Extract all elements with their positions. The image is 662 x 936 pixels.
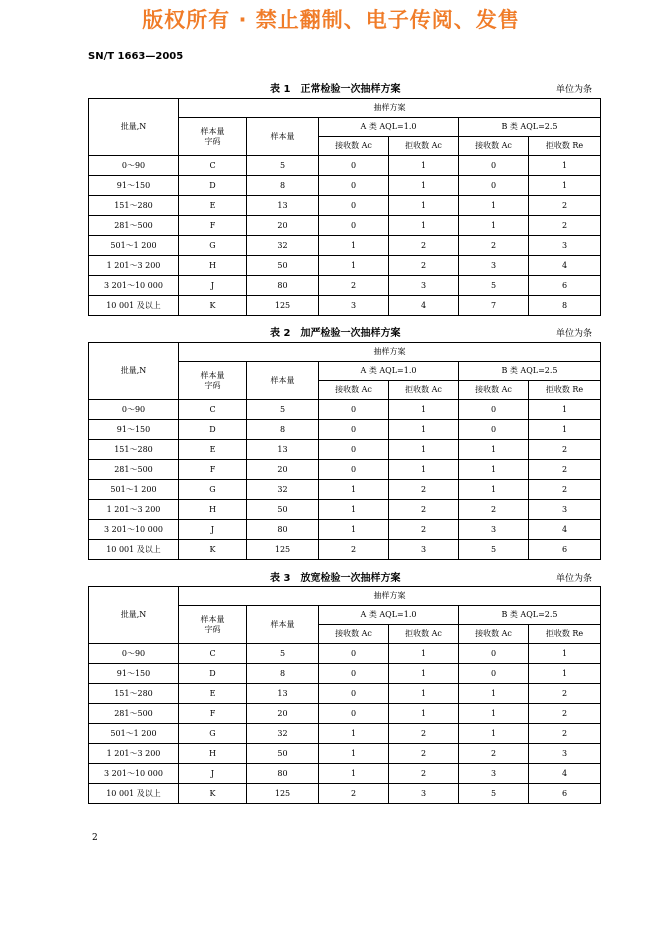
batch-cell: 1 201～3 200 (89, 500, 179, 520)
header-code: 样本量 字码 (179, 118, 247, 156)
a-accept-cell: 1 (319, 520, 389, 540)
table-row (89, 400, 601, 420)
header-sample-size: 样本量 (247, 606, 319, 644)
header-b-reject: 拒收数 Re (529, 625, 601, 644)
table-row (89, 744, 601, 764)
header-row (89, 587, 601, 606)
batch-cell: 10 001 及以上 (89, 540, 179, 560)
a-accept-cell: 0 (319, 400, 389, 420)
a-accept-cell: 2 (319, 784, 389, 804)
batch-cell: 281～500 (89, 216, 179, 236)
table-row (89, 480, 601, 500)
b-reject-cell: 1 (529, 664, 601, 684)
a-reject-cell: 4 (389, 296, 459, 316)
a-accept-cell: 0 (319, 460, 389, 480)
code-cell: E (179, 684, 247, 704)
batch-cell: 1 201～3 200 (89, 744, 179, 764)
b-accept-cell: 5 (459, 540, 529, 560)
header-code: 样本量 字码 (179, 362, 247, 400)
batch-cell: 501～1 200 (89, 724, 179, 744)
table-row (89, 196, 601, 216)
code-cell: H (179, 256, 247, 276)
table-row (89, 460, 601, 480)
a-accept-cell: 0 (319, 644, 389, 664)
table-2-unit: 单位为条 (555, 329, 592, 339)
table-1 (88, 98, 601, 316)
a-accept-cell: 1 (319, 744, 389, 764)
code-cell: E (179, 196, 247, 216)
sample-cell: 13 (247, 440, 319, 460)
code-cell: D (179, 664, 247, 684)
batch-cell: 0～90 (89, 400, 179, 420)
b-accept-cell: 1 (459, 440, 529, 460)
table-row (89, 764, 601, 784)
b-reject-cell: 2 (529, 480, 601, 500)
a-reject-cell: 1 (389, 216, 459, 236)
b-reject-cell: 2 (529, 216, 601, 236)
a-reject-cell: 3 (389, 784, 459, 804)
header-class-a: A 类 AQL=1.0 (319, 362, 459, 381)
a-reject-cell: 1 (389, 684, 459, 704)
b-reject-cell: 2 (529, 460, 601, 480)
b-accept-cell: 1 (459, 460, 529, 480)
b-reject-cell: 1 (529, 420, 601, 440)
b-accept-cell: 1 (459, 216, 529, 236)
table-row (89, 644, 601, 664)
sample-cell: 125 (247, 784, 319, 804)
code-cell: J (179, 764, 247, 784)
header-a-accept: 接收数 Ac (319, 137, 389, 156)
code-cell: D (179, 176, 247, 196)
a-accept-cell: 2 (319, 540, 389, 560)
b-accept-cell: 1 (459, 724, 529, 744)
sample-cell: 13 (247, 684, 319, 704)
b-reject-cell: 4 (529, 520, 601, 540)
a-accept-cell: 0 (319, 156, 389, 176)
a-accept-cell: 1 (319, 764, 389, 784)
table-row (89, 500, 601, 520)
code-cell: C (179, 400, 247, 420)
b-reject-cell: 8 (529, 296, 601, 316)
batch-cell: 281～500 (89, 460, 179, 480)
table-row (89, 256, 601, 276)
header-class-a: A 类 AQL=1.0 (319, 118, 459, 137)
sample-cell: 80 (247, 276, 319, 296)
code-cell: J (179, 276, 247, 296)
code-cell: K (179, 784, 247, 804)
header-b-reject: 拒收数 Re (529, 137, 601, 156)
code-cell: H (179, 744, 247, 764)
b-accept-cell: 0 (459, 644, 529, 664)
header-b-accept: 接收数 Ac (459, 137, 529, 156)
sample-cell: 5 (247, 644, 319, 664)
table-row (89, 420, 601, 440)
b-reject-cell: 1 (529, 176, 601, 196)
table-row (89, 520, 601, 540)
code-cell: E (179, 440, 247, 460)
a-reject-cell: 2 (389, 256, 459, 276)
b-accept-cell: 1 (459, 704, 529, 724)
b-accept-cell: 0 (459, 176, 529, 196)
code-cell: G (179, 724, 247, 744)
b-reject-cell: 1 (529, 644, 601, 664)
table-row (89, 236, 601, 256)
table-row (89, 276, 601, 296)
header-a-accept: 接收数 Ac (319, 625, 389, 644)
sample-cell: 125 (247, 296, 319, 316)
a-accept-cell: 0 (319, 704, 389, 724)
b-accept-cell: 7 (459, 296, 529, 316)
table-row (89, 704, 601, 724)
b-reject-cell: 2 (529, 440, 601, 460)
sample-cell: 20 (247, 460, 319, 480)
table-3 (88, 586, 601, 804)
batch-cell: 91～150 (89, 420, 179, 440)
header-batch: 批量,N (89, 343, 179, 400)
a-accept-cell: 1 (319, 236, 389, 256)
b-reject-cell: 6 (529, 540, 601, 560)
batch-cell: 151～280 (89, 196, 179, 216)
table-1-title: 表 1 正常检验一次抽样方案 (270, 84, 401, 95)
a-accept-cell: 3 (319, 296, 389, 316)
b-accept-cell: 0 (459, 156, 529, 176)
a-accept-cell: 0 (319, 420, 389, 440)
sample-cell: 32 (247, 236, 319, 256)
code-cell: F (179, 216, 247, 236)
sample-cell: 5 (247, 400, 319, 420)
b-accept-cell: 0 (459, 420, 529, 440)
a-accept-cell: 0 (319, 440, 389, 460)
a-accept-cell: 0 (319, 216, 389, 236)
code-cell: C (179, 156, 247, 176)
b-accept-cell: 3 (459, 256, 529, 276)
code-cell: D (179, 420, 247, 440)
code-cell: F (179, 460, 247, 480)
a-accept-cell: 2 (319, 276, 389, 296)
a-reject-cell: 1 (389, 704, 459, 724)
header-a-accept: 接收数 Ac (319, 381, 389, 400)
batch-cell: 10 001 及以上 (89, 784, 179, 804)
b-reject-cell: 3 (529, 500, 601, 520)
a-reject-cell: 1 (389, 196, 459, 216)
batch-cell: 281～500 (89, 704, 179, 724)
b-accept-cell: 0 (459, 400, 529, 420)
table-3-unit: 单位为条 (555, 574, 592, 584)
b-reject-cell: 1 (529, 400, 601, 420)
header-a-reject: 拒收数 Ac (389, 137, 459, 156)
a-accept-cell: 1 (319, 500, 389, 520)
a-reject-cell: 2 (389, 724, 459, 744)
b-accept-cell: 3 (459, 520, 529, 540)
a-reject-cell: 3 (389, 276, 459, 296)
a-accept-cell: 0 (319, 176, 389, 196)
code-cell: K (179, 296, 247, 316)
table-row (89, 784, 601, 804)
header-class-b: B 类 AQL=2.5 (459, 606, 601, 625)
b-accept-cell: 2 (459, 236, 529, 256)
table-row (89, 664, 601, 684)
batch-cell: 1 201～3 200 (89, 256, 179, 276)
header-row (89, 99, 601, 118)
table-row (89, 296, 601, 316)
a-accept-cell: 1 (319, 480, 389, 500)
header-class-a: A 类 AQL=1.0 (319, 606, 459, 625)
sample-cell: 20 (247, 216, 319, 236)
sample-cell: 8 (247, 664, 319, 684)
a-reject-cell: 1 (389, 420, 459, 440)
table-1-unit: 单位为条 (555, 85, 592, 95)
a-reject-cell: 1 (389, 400, 459, 420)
a-reject-cell: 1 (389, 156, 459, 176)
a-reject-cell: 2 (389, 520, 459, 540)
header-a-reject: 拒收数 Ac (389, 381, 459, 400)
a-reject-cell: 1 (389, 664, 459, 684)
header-row (89, 343, 601, 362)
sample-cell: 32 (247, 480, 319, 500)
sample-cell: 50 (247, 744, 319, 764)
b-accept-cell: 1 (459, 480, 529, 500)
a-reject-cell: 2 (389, 236, 459, 256)
table-row (89, 684, 601, 704)
table-row (89, 216, 601, 236)
table-row (89, 540, 601, 560)
a-reject-cell: 3 (389, 540, 459, 560)
header-sample-size: 样本量 (247, 362, 319, 400)
table-row (89, 156, 601, 176)
b-reject-cell: 6 (529, 784, 601, 804)
batch-cell: 151～280 (89, 684, 179, 704)
header-a-reject: 拒收数 Ac (389, 625, 459, 644)
b-accept-cell: 0 (459, 664, 529, 684)
watermark-banner: 版权所有 · 禁止翻制、电子传阅、发售 (142, 8, 520, 32)
b-accept-cell: 3 (459, 764, 529, 784)
header-code: 样本量 字码 (179, 606, 247, 644)
b-reject-cell: 6 (529, 276, 601, 296)
code-cell: F (179, 704, 247, 724)
batch-cell: 0～90 (89, 156, 179, 176)
header-scheme: 抽样方案 (179, 343, 601, 362)
sample-cell: 50 (247, 500, 319, 520)
sample-cell: 80 (247, 764, 319, 784)
sample-cell: 32 (247, 724, 319, 744)
batch-cell: 0～90 (89, 644, 179, 664)
table-row (89, 176, 601, 196)
table-2-title: 表 2 加严检验一次抽样方案 (270, 328, 401, 339)
table-row (89, 724, 601, 744)
b-reject-cell: 2 (529, 196, 601, 216)
a-reject-cell: 2 (389, 500, 459, 520)
sample-cell: 20 (247, 704, 319, 724)
code-cell: G (179, 480, 247, 500)
a-reject-cell: 2 (389, 744, 459, 764)
header-scheme: 抽样方案 (179, 99, 601, 118)
header-b-reject: 拒收数 Re (529, 381, 601, 400)
header-sample-size: 样本量 (247, 118, 319, 156)
batch-cell: 501～1 200 (89, 236, 179, 256)
b-reject-cell: 4 (529, 256, 601, 276)
b-reject-cell: 2 (529, 724, 601, 744)
header-b-accept: 接收数 Ac (459, 625, 529, 644)
batch-cell: 91～150 (89, 176, 179, 196)
batch-cell: 91～150 (89, 664, 179, 684)
batch-cell: 3 201～10 000 (89, 276, 179, 296)
a-accept-cell: 1 (319, 724, 389, 744)
code-cell: G (179, 236, 247, 256)
batch-cell: 3 201～10 000 (89, 520, 179, 540)
b-accept-cell: 5 (459, 276, 529, 296)
sample-cell: 13 (247, 196, 319, 216)
a-accept-cell: 1 (319, 256, 389, 276)
code-cell: J (179, 520, 247, 540)
a-accept-cell: 0 (319, 664, 389, 684)
b-reject-cell: 1 (529, 156, 601, 176)
a-accept-cell: 0 (319, 684, 389, 704)
sample-cell: 50 (247, 256, 319, 276)
header-batch: 批量,N (89, 587, 179, 644)
b-reject-cell: 2 (529, 684, 601, 704)
b-accept-cell: 2 (459, 744, 529, 764)
batch-cell: 3 201～10 000 (89, 764, 179, 784)
b-accept-cell: 1 (459, 196, 529, 216)
header-scheme: 抽样方案 (179, 587, 601, 606)
b-reject-cell: 4 (529, 764, 601, 784)
a-accept-cell: 0 (319, 196, 389, 216)
b-accept-cell: 1 (459, 684, 529, 704)
sample-cell: 8 (247, 420, 319, 440)
header-class-b: B 类 AQL=2.5 (459, 362, 601, 381)
page-number: 2 (92, 833, 98, 843)
a-reject-cell: 1 (389, 440, 459, 460)
code-cell: K (179, 540, 247, 560)
batch-cell: 151～280 (89, 440, 179, 460)
batch-cell: 501～1 200 (89, 480, 179, 500)
a-reject-cell: 1 (389, 460, 459, 480)
a-reject-cell: 2 (389, 764, 459, 784)
b-accept-cell: 5 (459, 784, 529, 804)
sample-cell: 8 (247, 176, 319, 196)
code-cell: H (179, 500, 247, 520)
standard-number: SN/T 1663—2005 (88, 51, 184, 62)
b-reject-cell: 3 (529, 744, 601, 764)
sample-cell: 125 (247, 540, 319, 560)
code-cell: C (179, 644, 247, 664)
a-reject-cell: 2 (389, 480, 459, 500)
b-accept-cell: 2 (459, 500, 529, 520)
a-reject-cell: 1 (389, 176, 459, 196)
sample-cell: 80 (247, 520, 319, 540)
header-class-b: B 类 AQL=2.5 (459, 118, 601, 137)
sample-cell: 5 (247, 156, 319, 176)
b-reject-cell: 2 (529, 704, 601, 724)
table-row (89, 440, 601, 460)
batch-cell: 10 001 及以上 (89, 296, 179, 316)
b-reject-cell: 3 (529, 236, 601, 256)
a-reject-cell: 1 (389, 644, 459, 664)
header-batch: 批量,N (89, 99, 179, 156)
table-3-title: 表 3 放宽检验一次抽样方案 (270, 573, 401, 584)
header-b-accept: 接收数 Ac (459, 381, 529, 400)
table-2 (88, 342, 601, 560)
